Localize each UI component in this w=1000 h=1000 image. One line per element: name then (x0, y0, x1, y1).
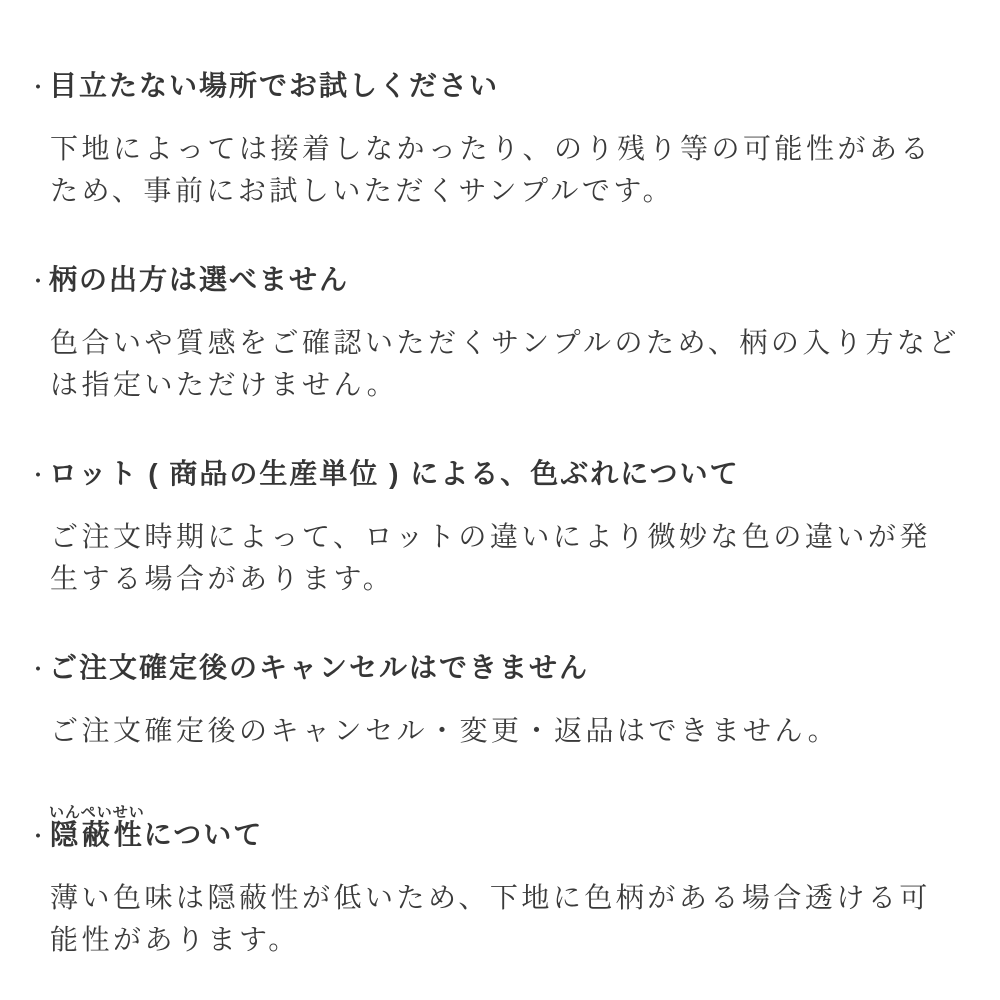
note-section-cancel (27, 652, 962, 752)
bullet-icon: ・ (27, 75, 50, 100)
bullet-icon: ・ (27, 269, 50, 294)
furigana-text: いんぺいせい (49, 804, 145, 821)
note-section-pattern (27, 264, 962, 406)
note-heading: ロット ( 商品の生産単位 ) による、色ぶれについて (49, 458, 740, 489)
ruby-term (49, 804, 145, 850)
note-heading-row (27, 264, 962, 298)
note-body: 色合いや質感をご確認いただくサンプルのため、柄の入り方などは指定いただけません。 (50, 327, 960, 400)
bullet-icon: ・ (27, 657, 50, 682)
note-heading-row (27, 70, 962, 104)
note-heading: ご注文確定後のキャンセルはできません (49, 652, 590, 683)
bullet-icon: ・ (27, 824, 50, 849)
note-heading-row (27, 804, 962, 853)
ruby-base-text: 隠蔽性 (49, 819, 145, 850)
note-section-test-area (27, 70, 962, 212)
bullet-icon: ・ (27, 463, 50, 488)
note-body: ご注文時期によって、ロットの違いにより微妙な色の違いが発生する場合があります。 (50, 521, 931, 594)
note-heading-row (27, 652, 962, 686)
note-heading-row (27, 458, 962, 492)
note-body: 下地によっては接着しなかったり、のり残り等の可能性があるため、事前にお試しいただくサンプルです。 (50, 133, 933, 206)
note-section-lot-color (27, 458, 962, 600)
note-heading (49, 804, 263, 851)
note-heading: 目立たない場所でお試しください (49, 70, 500, 101)
note-heading: 柄の出方は選べません (49, 264, 350, 295)
note-heading-suffix: について (143, 819, 264, 850)
note-body: ご注文確定後のキャンセル・変更・返品はできません。 (50, 715, 840, 746)
note-body: 薄い色味は隠蔽性が低いため、下地に色柄がある場合透ける可能性があります。 (50, 882, 931, 955)
note-section-opacity (27, 804, 962, 961)
